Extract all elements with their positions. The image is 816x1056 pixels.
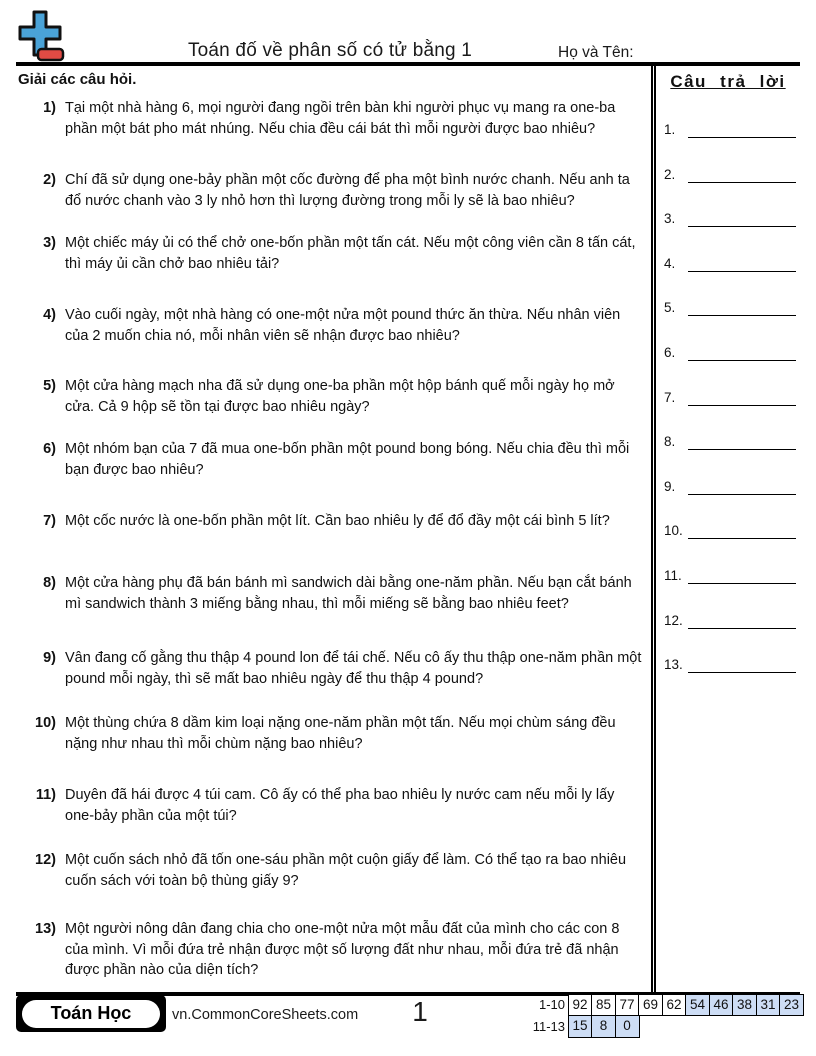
question-item [30, 511, 642, 532]
question-text: Một nhóm bạn của 7 đã mua one-bốn phần một pound bong bóng. Nếu chia đều thì mỗi bạn được bao nhiêu? [65, 441, 630, 478]
question-text: Chí đã sử dụng one-bảy phần một cốc đường để pha một bình nước chanh. Nếu anh ta đổ nước chanh vào 3 ly nhỏ hơn thì lượng đường trong mỗi ly sẽ là bao nhiêu? [65, 172, 630, 209]
question-text: Một người nông dân đang chia cho one-một nửa một mẫu đất của mình cho các con 8 của mình. Vì mỗi đứa trẻ nhận được một số lượng đất như nhau, mỗi đứa trẻ đã nhận được phần nào của diện tích? [65, 921, 620, 978]
question-text: Một chiếc máy ủi có thể chở one-bốn phần một tấn cát. Nếu một công viên cần 8 tấn cát, thì máy ủi cần chở bao nhiêu tải? [65, 235, 636, 272]
answer-blank-line [688, 255, 796, 272]
question-item [30, 713, 642, 754]
answer-blank-line [688, 344, 796, 361]
page-title: Toán đố về phân số có tử bằng 1 [187, 40, 473, 61]
question-text: Một thùng chứa 8 dầm kim loại nặng one-năm phần một tấn. Nếu mọi chùm sáng đều nặng như nhau thì mỗi chùm nặng bao nhiêu? [65, 715, 616, 752]
score-cell: 85 [591, 994, 616, 1016]
answer-number: 5. [664, 300, 676, 316]
question-number: 11) [35, 787, 56, 803]
question-text: Vào cuối ngày, một nhà hàng có one-một nửa một pound thức ăn thừa. Nếu nhân viên của 2 muốn chia nó, mỗi nhân viên sẽ nhận được bao nhiêu? [65, 307, 621, 344]
score-cell: 92 [568, 994, 593, 1016]
score-cell: 8 [591, 1015, 616, 1039]
answer-number: 10. [664, 523, 683, 539]
answer-number: 11. [664, 568, 682, 583]
answer-blank-line [688, 210, 796, 227]
question-text: Tại một nhà hàng 6, mọi người đang ngồi trên bàn khi người phục vụ mang ra one-ba phần một bát pho mát nhúng. Nếu chia đều cái bát thì mỗi người được bao nhiêu? [65, 100, 616, 137]
question-item [30, 439, 642, 480]
score-row-label: 1-10 [538, 997, 565, 1012]
answer-number: 8. [664, 434, 676, 450]
question-text: Một cuốn sách nhỏ đã tốn one-sáu phần một cuộn giấy để làm. Có thể tạo ra bao nhiêu cuốn sách với toàn bộ thùng giấy 9? [65, 852, 627, 889]
instructions-text: Giải các câu hỏi. [18, 71, 137, 88]
question-number: 4) [43, 307, 56, 323]
answer-item [664, 254, 796, 272]
answer-blank-line [688, 522, 796, 539]
question-number: 10) [35, 715, 56, 731]
answer-number: 12. [664, 612, 683, 628]
question-item [30, 233, 642, 274]
answers-column [651, 66, 800, 993]
answer-blank-line [688, 299, 796, 316]
question-item [30, 170, 642, 211]
answer-number: 6. [664, 345, 676, 360]
subject-badge-label: Toán Học [22, 1000, 160, 1028]
question-number: 7) [43, 513, 56, 529]
question-number: 8) [43, 575, 56, 591]
answer-number: 2. [664, 166, 676, 182]
answer-blank-line [688, 433, 796, 450]
score-cell: 23 [779, 994, 804, 1016]
question-number: 1) [43, 100, 56, 116]
question-item [30, 785, 642, 826]
score-cell: 46 [709, 994, 734, 1016]
question-item [30, 376, 642, 417]
question-number: 13) [35, 921, 56, 937]
score-cell: 38 [732, 994, 757, 1016]
answer-number: 1. [664, 122, 676, 137]
answers-title: Câu trả lời [670, 72, 786, 91]
answer-item [664, 343, 796, 361]
question-text: Vân đang cố gằng thu thập 4 pound lon để tái chế. Nếu cô ấy thu thập one-năm phần một pound mỗi ngày, thì sẽ mất bao nhiêu ngày để thu thập 4 pound? [65, 650, 642, 687]
score-cell: 54 [685, 994, 710, 1016]
answer-item [664, 521, 796, 539]
question-item [30, 98, 642, 139]
answer-blank-line [688, 656, 796, 673]
answer-number: 13. [664, 657, 683, 673]
question-item [30, 919, 642, 981]
score-row [517, 994, 804, 1016]
answer-blank-line [688, 612, 796, 629]
question-text: Duyên đã hái được 4 túi cam. Cô ấy có thể pha bao nhiêu ly nước cam nếu mỗi ly lấy one-bảy phần của một túi? [65, 787, 615, 824]
question-number: 6) [43, 441, 56, 457]
subject-badge [16, 995, 166, 1032]
score-row-label: 11-13 [532, 1019, 565, 1034]
answer-item [664, 432, 796, 450]
answer-number: 3. [664, 211, 676, 227]
question-item [30, 573, 642, 614]
score-cell: 69 [638, 994, 663, 1016]
answer-number: 4. [664, 255, 676, 271]
score-cell: 62 [662, 994, 687, 1016]
answer-item [664, 655, 796, 673]
question-number: 5) [43, 378, 56, 394]
score-cell: 31 [756, 994, 781, 1016]
answer-item [664, 298, 796, 316]
question-number: 9) [43, 650, 56, 666]
answer-item [664, 165, 796, 183]
answer-item [664, 477, 796, 495]
answer-blank-line [688, 389, 796, 406]
question-item [30, 850, 642, 891]
page-number: 1 [412, 996, 428, 1027]
score-table [517, 994, 804, 1038]
answer-blank-line [688, 478, 796, 495]
answer-item [664, 209, 796, 227]
answer-number: 9. [664, 478, 676, 494]
question-number: 3) [43, 235, 56, 251]
question-text: Một cửa hàng mạch nha đã sử dụng one-ba phần một hộp bánh quế mỗi ngày họ mở cửa. Cả 9 hộp sẽ tồn tại được bao nhiêu ngày? [65, 378, 615, 415]
question-text: Một cửa hàng phụ đã bán bánh mì sandwich dài bằng one-năm phần. Nếu bạn cắt bánh mì sandwich thành 3 miếng bằng nhau, thì mỗi miếng sẽ bằng bao nhiêu feet? [65, 575, 632, 612]
score-cell: 77 [615, 994, 640, 1016]
question-number: 12) [35, 852, 56, 868]
name-label: Họ và Tên: [558, 44, 634, 61]
answer-item [664, 566, 796, 584]
question-item [30, 648, 642, 689]
answer-item [664, 388, 796, 406]
question-text: Một cốc nước là one-bốn phần một lít. Cần bao nhiêu ly để đổ đầy một cái bình 5 lít? [65, 513, 610, 529]
score-cell: 0 [615, 1015, 640, 1039]
answer-item [664, 611, 796, 629]
score-cell: 15 [568, 1015, 593, 1039]
answer-blank-line [688, 166, 796, 183]
question-item [30, 305, 642, 346]
score-row [517, 1016, 804, 1038]
website-text: vn.CommonCoreSheets.com [172, 1007, 359, 1023]
answer-blank-line [688, 121, 796, 138]
answer-number: 7. [664, 389, 676, 405]
answer-blank-line [688, 567, 796, 584]
question-number: 2) [43, 172, 56, 188]
answer-item [664, 120, 796, 138]
